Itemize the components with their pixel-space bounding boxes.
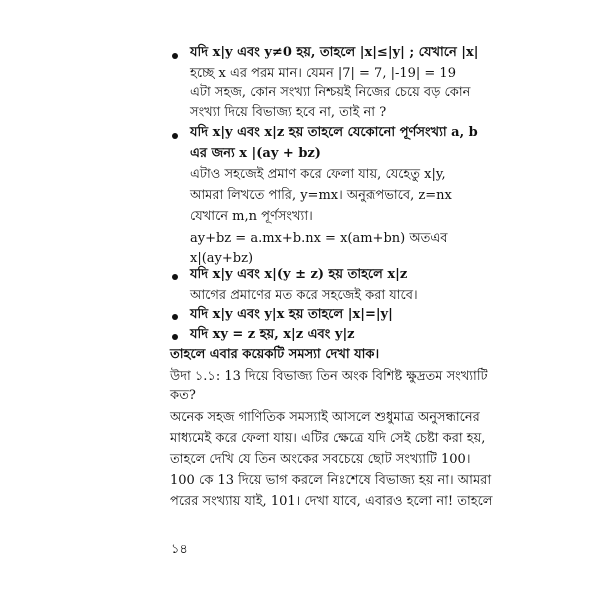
text-line: আগের প্রমাণের মত করে সহজেই করা যাবে। bbox=[190, 288, 418, 303]
text-line: এটা সহজ, কোন সংখ্যা নিশ্চয়ই নিজের চেয়ে বড় কোন bbox=[190, 85, 471, 100]
text-line: x|(ay+bz) bbox=[190, 251, 254, 266]
page-number: ১৪ bbox=[171, 542, 188, 557]
text-line: এটাও সহজেই প্রমাণ করে ফেলা যায়, যেহেতু x|y, bbox=[190, 167, 446, 182]
text-line: সংখ্যা দিয়ে বিভাজ্য হবে না, তাই না ? bbox=[190, 105, 387, 120]
example-question: উদা ১.১: 13 দিয়ে বিভাজ্য তিন অংক বিশিষ্ট ক্ষুদ্রতম সংখ্যাটি bbox=[170, 369, 488, 384]
text-line: যেখানে m,n পূর্ণসংখ্যা। bbox=[190, 209, 313, 224]
text-line: আমরা লিখতে পারি, y=mx। অনুরূপভাবে, z=nx bbox=[190, 188, 452, 203]
bullet-point bbox=[172, 133, 178, 139]
text-line: যদি x|y এবং y≠0 হয়, তাহলে |x|≤|y| ; যেখানে |x| bbox=[190, 45, 479, 60]
text-line: ay+bz = a.mx+b.nx = x(am+bn) অতএব bbox=[190, 231, 448, 246]
bullet-point bbox=[172, 334, 178, 340]
text-line: যদি x|y এবং y|x হয় তাহলে |x|=|y| bbox=[190, 307, 393, 322]
text-line: হচ্ছে x এর পরম মান। যেমন |7| = 7, |-19| = 19 bbox=[190, 66, 456, 81]
paragraph-line: তাহলে দেখি যে তিন অংকের সবচেয়ে ছোট সংখ্যাটি 100। bbox=[170, 452, 471, 467]
paragraph-line: মাধ্যমেই করে ফেলা যায়। এটির ক্ষেত্রে যদি সেই চেষ্টা করা হয়, bbox=[170, 431, 486, 446]
paragraph-line: অনেক সহজ গাণিতিক সমস্যাই আসলে শুধুমাত্র অনুসন্ধানের bbox=[170, 410, 480, 425]
text-line: যদি x|y এবং x|z হয় তাহলে যেকোনো পূর্ণসংখ্যা a, b bbox=[190, 125, 478, 140]
bullet-point bbox=[172, 53, 178, 59]
paragraph-line: 100 কে 13 দিয়ে ভাগ করলে নিঃশেষে বিভাজ্য হয় না। আমরা bbox=[170, 473, 492, 488]
text-line: যদি xy = z হয়, x|z এবং y|z bbox=[190, 327, 355, 342]
example-question: কত? bbox=[170, 388, 196, 403]
text-line: যদি x|y এবং x|(y ± z) হয় তাহলে x|z bbox=[190, 267, 408, 282]
text-line: এর জন্য x |(ay + bz) bbox=[190, 146, 321, 161]
section-heading: তাহলে এবার কয়েকটি সমস্যা দেখা যাক। bbox=[170, 347, 380, 362]
bullet-point bbox=[172, 314, 178, 320]
bullet-point bbox=[172, 274, 178, 280]
paragraph-line: পরের সংখ্যায় যাই, 101। দেখা যাবে, এবারও হলো না! তাহলে bbox=[170, 494, 493, 509]
